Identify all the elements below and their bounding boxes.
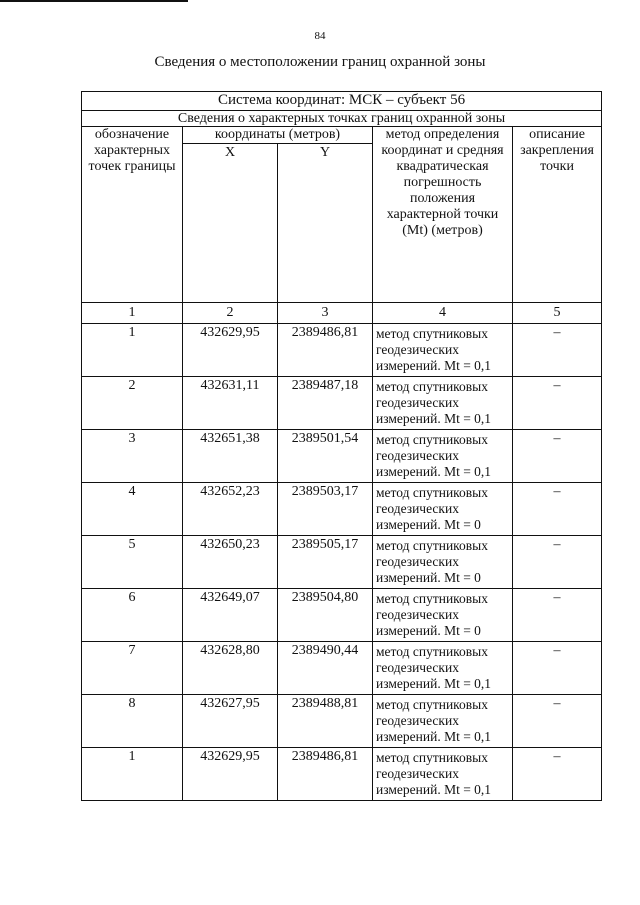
table-row — [82, 642, 602, 695]
column-number: 2 — [183, 303, 278, 324]
header-y: Y — [278, 144, 373, 303]
method-cell: метод спутниковых геодезических измерений. Mt = 0 — [373, 536, 513, 589]
x-cell: 432628,80 — [183, 642, 278, 695]
y-cell: 2389487,18 — [278, 377, 373, 430]
method-cell: метод спутниковых геодезических измерений. Mt = 0,1 — [373, 642, 513, 695]
y-cell: 2389503,17 — [278, 483, 373, 536]
x-cell: 432651,38 — [183, 430, 278, 483]
header-x: X — [183, 144, 278, 303]
table-row — [82, 589, 602, 642]
description-cell: – — [513, 695, 602, 748]
header-description: описание закрепления точки — [513, 127, 602, 303]
column-number: 5 — [513, 303, 602, 324]
coordinate-system-row — [82, 92, 602, 111]
method-cell: метод спутниковых геодезических измерений. Mt = 0 — [373, 483, 513, 536]
y-cell: 2389501,54 — [278, 430, 373, 483]
y-cell: 2389486,81 — [278, 324, 373, 377]
coordinate-system: Система координат: МСК – субъект 56 — [82, 92, 602, 111]
y-cell: 2389488,81 — [278, 695, 373, 748]
method-cell: метод спутниковых геодезических измерений. Mt = 0,1 — [373, 430, 513, 483]
section-title: Сведения о характерных точках границ охранной зоны — [82, 111, 602, 127]
x-cell: 432629,95 — [183, 324, 278, 377]
description-cell: – — [513, 748, 602, 801]
description-cell: – — [513, 536, 602, 589]
method-cell: метод спутниковых геодезических измерений. Mt = 0,1 — [373, 324, 513, 377]
point-cell: 1 — [82, 748, 183, 801]
x-cell: 432631,11 — [183, 377, 278, 430]
point-cell: 4 — [82, 483, 183, 536]
y-cell: 2389505,17 — [278, 536, 373, 589]
column-number: 4 — [373, 303, 513, 324]
table-row — [82, 324, 602, 377]
table-row — [82, 748, 602, 801]
table-row — [82, 536, 602, 589]
header-point-designation: обозначение характерных точек границы — [82, 127, 183, 303]
x-cell: 432652,23 — [183, 483, 278, 536]
description-cell: – — [513, 324, 602, 377]
table-row — [82, 377, 602, 430]
coordinates-table — [81, 91, 602, 801]
column-number: 1 — [82, 303, 183, 324]
x-cell: 432650,23 — [183, 536, 278, 589]
point-cell: 2 — [82, 377, 183, 430]
point-cell: 5 — [82, 536, 183, 589]
section-row — [82, 111, 602, 127]
point-cell: 3 — [82, 430, 183, 483]
x-cell: 432649,07 — [183, 589, 278, 642]
description-cell: – — [513, 589, 602, 642]
description-cell: – — [513, 483, 602, 536]
point-cell: 8 — [82, 695, 183, 748]
column-number: 3 — [278, 303, 373, 324]
y-cell: 2389504,80 — [278, 589, 373, 642]
description-cell: – — [513, 642, 602, 695]
point-cell: 7 — [82, 642, 183, 695]
column-numbers-row — [82, 303, 602, 324]
point-cell: 6 — [82, 589, 183, 642]
method-cell: метод спутниковых геодезических измерений. Mt = 0,1 — [373, 695, 513, 748]
point-cell: 1 — [82, 324, 183, 377]
y-cell: 2389486,81 — [278, 748, 373, 801]
header-row — [82, 127, 602, 144]
x-cell: 432627,95 — [183, 695, 278, 748]
method-cell: метод спутниковых геодезических измерений. Mt = 0,1 — [373, 377, 513, 430]
page-number: 84 — [314, 30, 326, 42]
x-cell: 432629,95 — [183, 748, 278, 801]
table-row — [82, 483, 602, 536]
table-row — [82, 695, 602, 748]
method-cell: метод спутниковых геодезических измерений. Mt = 0 — [373, 589, 513, 642]
top-rule — [0, 0, 188, 2]
header-method: метод определения координат и средняя квадратическая погрешность положения характерной точки (Mt) (метров) — [373, 127, 513, 303]
description-cell: – — [513, 430, 602, 483]
method-cell: метод спутниковых геодезических измерений. Mt = 0,1 — [373, 748, 513, 801]
page-title: Сведения о местоположении границ охранной зоны — [154, 54, 486, 70]
description-cell: – — [513, 377, 602, 430]
table-row — [82, 430, 602, 483]
y-cell: 2389490,44 — [278, 642, 373, 695]
header-coordinates: координаты (метров) — [183, 127, 373, 144]
